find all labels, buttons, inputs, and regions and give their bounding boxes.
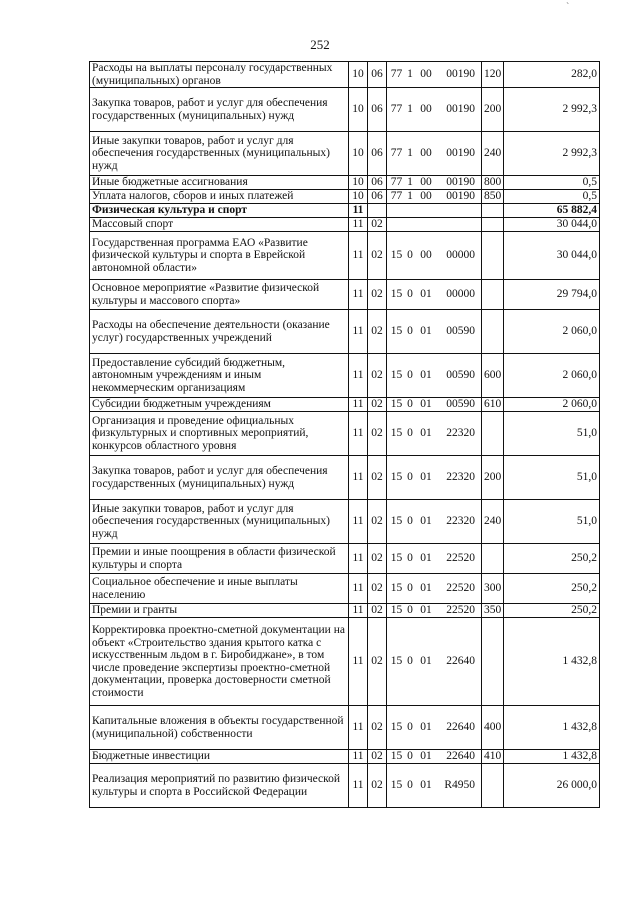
budget-table	[89, 61, 600, 808]
subprogram-code: 0	[407, 427, 413, 440]
direction-code: 00000	[446, 288, 475, 301]
subsection-code-cell: 02	[368, 544, 387, 574]
expense-type-code-cell	[482, 218, 504, 232]
program-code: 77	[390, 68, 403, 81]
target-article-cell	[387, 544, 482, 574]
amount-cell: 30 044,0	[504, 232, 600, 280]
expense-type-code-cell: 400	[482, 706, 504, 750]
subsection-code-cell: 06	[368, 176, 387, 190]
direction-code: 00190	[446, 176, 475, 189]
main-activity-code: 00	[420, 249, 432, 262]
subsection-code-cell: 06	[368, 88, 387, 132]
subprogram-code: 1	[407, 68, 413, 81]
subsection-code-cell: 06	[368, 190, 387, 204]
table-row	[90, 88, 600, 132]
amount-cell: 2 060,0	[504, 310, 600, 354]
subprogram-code: 0	[407, 721, 413, 734]
subprogram-code: 0	[407, 471, 413, 484]
amount-cell: 51,0	[504, 500, 600, 544]
subprogram-code: 0	[407, 604, 413, 617]
direction-code: 22320	[446, 471, 475, 484]
target-article-cell	[387, 204, 482, 218]
amount-cell: 1 432,8	[504, 706, 600, 750]
expense-type-code-cell	[482, 204, 504, 218]
expense-name-cell: Корректировка проектно-сметной документации на объект «Строительство здания крытого катка с искусственным льдом в г. Биробиджане», в том числе проведение экспертизы проектно-сметной документации, проверка достоверности сметной стоимости	[90, 618, 349, 706]
expense-name-cell: Реализация мероприятий по развитию физической культуры и спорта в Российской Федерации	[90, 764, 349, 808]
subprogram-code: 0	[407, 369, 413, 382]
section-code-cell: 11	[349, 604, 368, 618]
table-row	[90, 190, 600, 204]
table-row	[90, 132, 600, 176]
target-article-cell	[387, 232, 482, 280]
direction-code: 22520	[446, 552, 475, 565]
direction-code: 22520	[446, 604, 475, 617]
direction-code: 00190	[446, 190, 475, 203]
table-row	[90, 574, 600, 604]
expense-name-cell: Премии и иные поощрения в области физической культуры и спорта	[90, 544, 349, 574]
subprogram-code: 0	[407, 655, 413, 668]
subsection-code-cell: 02	[368, 706, 387, 750]
expense-name-cell: Премии и гранты	[90, 604, 349, 618]
amount-cell: 51,0	[504, 456, 600, 500]
program-code: 15	[390, 552, 403, 565]
expense-type-code-cell: 300	[482, 574, 504, 604]
section-code-cell: 11	[349, 618, 368, 706]
program-code: 15	[390, 471, 403, 484]
table-row	[90, 62, 600, 88]
section-code-cell: 11	[349, 232, 368, 280]
subsection-code-cell: 02	[368, 280, 387, 310]
program-code: 15	[390, 750, 403, 763]
expense-name-cell: Иные закупки товаров, работ и услуг для обеспечения государственных (муниципальных) нужд	[90, 132, 349, 176]
expense-type-code-cell: 200	[482, 88, 504, 132]
target-article-cell	[387, 618, 482, 706]
section-code-cell: 11	[349, 544, 368, 574]
subsection-code-cell: 06	[368, 132, 387, 176]
expense-type-code-cell: 200	[482, 456, 504, 500]
expense-name-cell: Массовый спорт	[90, 218, 349, 232]
subprogram-code: 1	[407, 176, 413, 189]
section-code-cell: 11	[349, 398, 368, 412]
table-row	[90, 218, 600, 232]
target-article-cell	[387, 764, 482, 808]
direction-code: 00590	[446, 325, 475, 338]
subprogram-code: 0	[407, 249, 413, 262]
program-code: 15	[390, 779, 403, 792]
section-code-cell: 10	[349, 132, 368, 176]
program-code: 15	[390, 515, 403, 528]
target-article-cell	[387, 574, 482, 604]
main-activity-code: 01	[420, 427, 432, 440]
main-activity-code: 01	[420, 369, 432, 382]
expense-name-cell: Расходы на выплаты персоналу государственных (муниципальных) органов	[90, 62, 349, 88]
table-row	[90, 354, 600, 398]
target-article-cell	[387, 310, 482, 354]
table-row	[90, 232, 600, 280]
main-activity-code: 01	[420, 604, 432, 617]
budget-table-body	[90, 62, 600, 808]
main-activity-code: 01	[420, 582, 432, 595]
section-code-cell: 11	[349, 204, 368, 218]
expense-type-code-cell: 610	[482, 398, 504, 412]
expense-name-cell: Закупка товаров, работ и услуг для обеспечения государственных (муниципальных) нужд	[90, 456, 349, 500]
amount-cell: 282,0	[504, 62, 600, 88]
main-activity-code: 01	[420, 398, 432, 411]
direction-code: 22520	[446, 582, 475, 595]
expense-type-code-cell: 600	[482, 354, 504, 398]
program-code: 15	[390, 582, 403, 595]
section-code-cell: 11	[349, 218, 368, 232]
subprogram-code: 0	[407, 398, 413, 411]
main-activity-code: 01	[420, 721, 432, 734]
main-activity-code: 00	[420, 103, 432, 116]
table-row	[90, 764, 600, 808]
table-row	[90, 176, 600, 190]
target-article-cell	[387, 132, 482, 176]
expense-type-code-cell: 800	[482, 176, 504, 190]
amount-cell: 1 432,8	[504, 750, 600, 764]
target-article-cell	[387, 750, 482, 764]
expense-type-code-cell: 410	[482, 750, 504, 764]
main-activity-code: 01	[420, 515, 432, 528]
subprogram-code: 1	[407, 147, 413, 160]
section-code-cell: 10	[349, 190, 368, 204]
target-article-cell	[387, 190, 482, 204]
section-code-cell: 11	[349, 764, 368, 808]
amount-cell: 250,2	[504, 574, 600, 604]
target-article-cell	[387, 604, 482, 618]
subsection-code-cell: 02	[368, 764, 387, 808]
amount-cell: 0,5	[504, 190, 600, 204]
subprogram-code: 1	[407, 103, 413, 116]
table-row	[90, 412, 600, 456]
main-activity-code: 01	[420, 655, 432, 668]
expense-type-code-cell	[482, 310, 504, 354]
expense-name-cell: Иные бюджетные ассигнования	[90, 176, 349, 190]
direction-code: 00190	[446, 68, 475, 81]
program-code: 15	[390, 325, 403, 338]
subprogram-code: 0	[407, 325, 413, 338]
target-article-cell	[387, 88, 482, 132]
section-code-cell: 10	[349, 88, 368, 132]
expense-type-code-cell	[482, 618, 504, 706]
direction-code: 22640	[446, 750, 475, 763]
target-article-cell	[387, 412, 482, 456]
amount-cell: 1 432,8	[504, 618, 600, 706]
section-code-cell: 11	[349, 354, 368, 398]
subsection-code-cell: 02	[368, 574, 387, 604]
subprogram-code: 0	[407, 288, 413, 301]
subsection-code-cell: 02	[368, 750, 387, 764]
main-activity-code: 01	[420, 288, 432, 301]
table-row	[90, 310, 600, 354]
expense-type-code-cell	[482, 280, 504, 310]
section-code-cell: 11	[349, 574, 368, 604]
subsection-code-cell: 02	[368, 604, 387, 618]
direction-code: 00000	[446, 249, 475, 262]
section-code-cell: 11	[349, 310, 368, 354]
direction-code: 00190	[446, 147, 475, 160]
main-activity-code: 00	[420, 147, 432, 160]
section-code-cell: 11	[349, 280, 368, 310]
direction-code: 00190	[446, 103, 475, 116]
direction-code: 22640	[446, 655, 475, 668]
subsection-code-cell	[368, 204, 387, 218]
expense-type-code-cell	[482, 544, 504, 574]
amount-cell: 2 992,3	[504, 132, 600, 176]
expense-type-code-cell: 240	[482, 500, 504, 544]
subsection-code-cell: 02	[368, 398, 387, 412]
amount-cell: 2 060,0	[504, 354, 600, 398]
program-code: 15	[390, 249, 403, 262]
main-activity-code: 01	[420, 325, 432, 338]
main-activity-code: 01	[420, 552, 432, 565]
program-code: 15	[390, 398, 403, 411]
table-row	[90, 604, 600, 618]
subsection-code-cell: 02	[368, 618, 387, 706]
expense-name-cell: Расходы на обеспечение деятельности (оказание услуг) государственных учреждений	[90, 310, 349, 354]
amount-cell: 30 044,0	[504, 218, 600, 232]
program-code: 77	[390, 147, 403, 160]
subprogram-code: 0	[407, 582, 413, 595]
section-code-cell: 11	[349, 456, 368, 500]
amount-cell: 2 060,0	[504, 398, 600, 412]
section-code-cell: 11	[349, 500, 368, 544]
expense-name-cell: Физическая культура и спорт	[90, 204, 349, 218]
main-activity-code: 00	[420, 176, 432, 189]
expense-name-cell: Организация и проведение официальных физкультурных и спортивных мероприятий, конкурсов областного уровня	[90, 412, 349, 456]
direction-code: 22320	[446, 515, 475, 528]
target-article-cell	[387, 398, 482, 412]
expense-type-code-cell: 120	[482, 62, 504, 88]
program-code: 15	[390, 721, 403, 734]
amount-cell: 26 000,0	[504, 764, 600, 808]
program-code: 77	[390, 176, 403, 189]
subsection-code-cell: 02	[368, 218, 387, 232]
table-row	[90, 204, 600, 218]
subprogram-code: 0	[407, 779, 413, 792]
expense-name-cell: Уплата налогов, сборов и иных платежей	[90, 190, 349, 204]
target-article-cell	[387, 354, 482, 398]
amount-cell: 250,2	[504, 544, 600, 574]
amount-cell: 250,2	[504, 604, 600, 618]
subsection-code-cell: 02	[368, 500, 387, 544]
expense-name-cell: Основное мероприятие «Развитие физической культуры и массового спорта»	[90, 280, 349, 310]
expense-name-cell: Бюджетные инвестиции	[90, 750, 349, 764]
target-article-cell	[387, 176, 482, 190]
amount-cell: 65 882,4	[504, 204, 600, 218]
target-article-cell	[387, 456, 482, 500]
main-activity-code: 01	[420, 471, 432, 484]
target-article-cell	[387, 280, 482, 310]
expense-name-cell: Социальное обеспечение и иные выплаты населению	[90, 574, 349, 604]
expense-name-cell: Субсидии бюджетным учреждениям	[90, 398, 349, 412]
direction-code: 22320	[446, 427, 475, 440]
program-code: 77	[390, 103, 403, 116]
expense-name-cell: Иные закупки товаров, работ и услуг для обеспечения государственных (муниципальных) нужд	[90, 500, 349, 544]
table-row	[90, 706, 600, 750]
expense-type-code-cell	[482, 764, 504, 808]
subsection-code-cell: 02	[368, 232, 387, 280]
subsection-code-cell: 02	[368, 412, 387, 456]
expense-name-cell: Капитальные вложения в объекты государственной (муниципальной) собственности	[90, 706, 349, 750]
section-code-cell: 11	[349, 706, 368, 750]
expense-type-code-cell	[482, 232, 504, 280]
section-code-cell: 10	[349, 62, 368, 88]
target-article-cell	[387, 218, 482, 232]
table-row	[90, 750, 600, 764]
expense-type-code-cell: 350	[482, 604, 504, 618]
section-code-cell: 11	[349, 412, 368, 456]
expense-type-code-cell: 240	[482, 132, 504, 176]
program-code: 15	[390, 288, 403, 301]
direction-code: R4950	[444, 779, 475, 792]
subsection-code-cell: 02	[368, 310, 387, 354]
main-activity-code: 00	[420, 68, 432, 81]
expense-type-code-cell: 850	[482, 190, 504, 204]
subsection-code-cell: 06	[368, 62, 387, 88]
program-code: 77	[390, 190, 403, 203]
subsection-code-cell: 02	[368, 354, 387, 398]
program-code: 15	[390, 655, 403, 668]
expense-name-cell: Закупка товаров, работ и услуг для обеспечения государственных (муниципальных) нужд	[90, 88, 349, 132]
expense-name-cell: Государственная программа ЕАО «Развитие физической культуры и спорта в Еврейской автономной области»	[90, 232, 349, 280]
target-article-cell	[387, 706, 482, 750]
subprogram-code: 0	[407, 515, 413, 528]
section-code-cell: 11	[349, 750, 368, 764]
table-row	[90, 456, 600, 500]
program-code: 15	[390, 369, 403, 382]
program-code: 15	[390, 427, 403, 440]
table-row	[90, 500, 600, 544]
subprogram-code: 0	[407, 750, 413, 763]
page-number: 252	[310, 37, 330, 52]
main-activity-code: 01	[420, 750, 432, 763]
amount-cell: 29 794,0	[504, 280, 600, 310]
section-code-cell: 10	[349, 176, 368, 190]
subprogram-code: 0	[407, 552, 413, 565]
table-row	[90, 544, 600, 574]
table-row	[90, 618, 600, 706]
target-article-cell	[387, 62, 482, 88]
expense-type-code-cell	[482, 412, 504, 456]
direction-code: 22640	[446, 721, 475, 734]
table-row	[90, 398, 600, 412]
amount-cell: 51,0	[504, 412, 600, 456]
corner-mark: `	[566, 2, 570, 13]
amount-cell: 2 992,3	[504, 88, 600, 132]
main-activity-code: 01	[420, 779, 432, 792]
main-activity-code: 00	[420, 190, 432, 203]
program-code: 15	[390, 604, 403, 617]
subprogram-code: 1	[407, 190, 413, 203]
target-article-cell	[387, 500, 482, 544]
direction-code: 00590	[446, 369, 475, 382]
table-row	[90, 280, 600, 310]
expense-name-cell: Предоставление субсидий бюджетным, автономным учреждениям и иным некоммерческим организациям	[90, 354, 349, 398]
subsection-code-cell: 02	[368, 456, 387, 500]
amount-cell: 0,5	[504, 176, 600, 190]
direction-code: 00590	[446, 398, 475, 411]
